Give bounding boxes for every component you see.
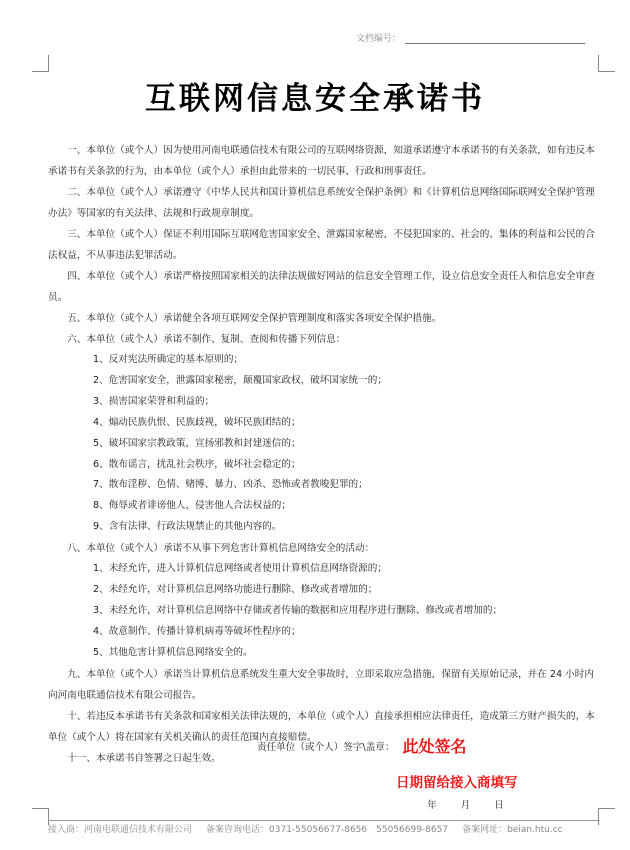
signature-field[interactable]: 此处签名 — [402, 737, 467, 756]
paragraph-1: 一、本单位（或个人）因为使用河南电联通信技术有限公司的互联网络资源，知道承诺遵守本承诺书的有关条款，如有违反本承诺书有关条款的行为，由本单位（或个人）承担由此带来的一切民事、行政和刑事责任。 — [48, 145, 595, 177]
list-item: 1、未经允许，进入计算机信息网络或者使用计算机信息网络资源的； — [93, 563, 387, 575]
paragraph-6: 六、本单位（或个人）承诺不制作、复制、查阅和传播下列信息： — [67, 334, 346, 345]
list-item: 9、含有法律、行政法规禁止的其他内容的。 — [93, 521, 282, 533]
list-item: 8、侮辱或者诽谤他人，侵害他人合法权益的； — [93, 500, 291, 512]
list-item: 4、煽动民族仇恨、民族歧视，破坏民族团结的； — [93, 416, 301, 428]
date-fields — [427, 797, 504, 811]
list-item: 3、损害国家荣誉和利益的； — [93, 395, 215, 407]
paragraph-5: 五、本单位（或个人）承诺健全各项互联网安全保护管理制度和落实各项安全保护措施。 — [67, 313, 442, 324]
paragraph-2: 二、本单位（或个人）承诺遵守《中华人民共和国计算机信息系统安全保护条例》和《计算机信息网络国际联网安全保护管理办法》等国家的有关法律、法规和行政规章制度。 — [48, 187, 595, 219]
paragraph-9: 九、本单位（或个人）承诺当计算机信息系统发生重大安全事故时，立即采取应急措施，保留有关原始记录，并在 24 小时内向河南电联通信技术有限公司报告。 — [48, 668, 594, 701]
doc-number-label: 文档编号： — [356, 34, 402, 44]
footer-website: 备案网址：beian.htu.cc — [462, 825, 563, 835]
list-item: 5、破坏国家宗教政策，宣扬邪教和封建迷信的； — [93, 437, 301, 449]
paragraph-3: 三、本单位（或个人）保证不利用国际互联网危害国家安全、泄露国家秘密，不侵犯国家的、社会的、集体的利益和公民的合法权益，不从事违法犯罪活动。 — [48, 229, 595, 261]
list-item: 5、其他危害计算机信息网络安全的。 — [93, 646, 253, 658]
list-item: 2、未经允许，对计算机信息网络功能进行删除、修改或者增加的； — [93, 584, 378, 596]
footer-hotline: 备案咨询电话：0371-55056677-8656 55056699-8657 — [206, 825, 449, 835]
date-day[interactable]: 日 — [494, 800, 504, 811]
paragraph-11: 十一、本承诺书自签署之日起生效。 — [67, 752, 221, 764]
crop-mark-top-right — [598, 55, 615, 72]
list-item: 7、散布淫秽、色情、赌博、暴力、凶杀、恐怖或者教唆犯罪的； — [93, 479, 368, 491]
crop-mark-bottom-right — [598, 808, 615, 825]
paragraph-8: 八、本单位（或个人）承诺不从事下列危害计算机信息网络安全的活动： — [67, 543, 375, 555]
list-item: 3、未经允许，对计算机信息网络中存储或者传输的数据和应用程序进行删除、修改或者增加的； — [93, 604, 503, 616]
signature-label: 责任单位（或个人）签字\盖章： — [257, 741, 395, 753]
paragraph-4: 四、本单位（或个人）承诺严格按照国家相关的法律法规做好网站的信息安全管理工作，设立信息安全责任人和信息安全审查员。 — [48, 271, 595, 303]
footer-provider: 接入商：河南电联通信技术有限公司 — [48, 825, 193, 835]
document-body — [48, 140, 600, 769]
doc-number-underline — [405, 33, 585, 44]
page-footer — [48, 820, 600, 835]
list-item: 6、散布谣言，扰乱社会秩序，破坏社会稳定的； — [93, 458, 301, 470]
signature-row — [257, 734, 467, 757]
date-year[interactable]: 年 — [427, 800, 437, 811]
list-item: 2、危害国家安全，泄露国家秘密，颠覆国家政权，破坏国家统一的； — [93, 374, 387, 386]
page-title: 互联网信息安全承诺书 — [145, 81, 485, 117]
crop-mark-bottom-left — [32, 808, 49, 825]
date-note: 日期留给接入商填写 — [396, 775, 518, 791]
doc-number — [356, 31, 585, 44]
paragraph-10: 十、若违反本承诺书有关条款和国家相关法律法规的，本单位（或个人）直接承担相应法律责任，造成第三方财产损失的，本单位（或个人）将在国家有关机关确认的责任范围内直接赔偿。 — [48, 710, 595, 743]
crop-mark-top-left — [32, 55, 49, 72]
list-item: 4、故意制作、传播计算机病毒等破坏性程序的； — [93, 625, 301, 637]
date-month[interactable]: 月 — [460, 800, 471, 811]
list-item: 1、反对宪法所确定的基本原则的； — [93, 354, 244, 365]
